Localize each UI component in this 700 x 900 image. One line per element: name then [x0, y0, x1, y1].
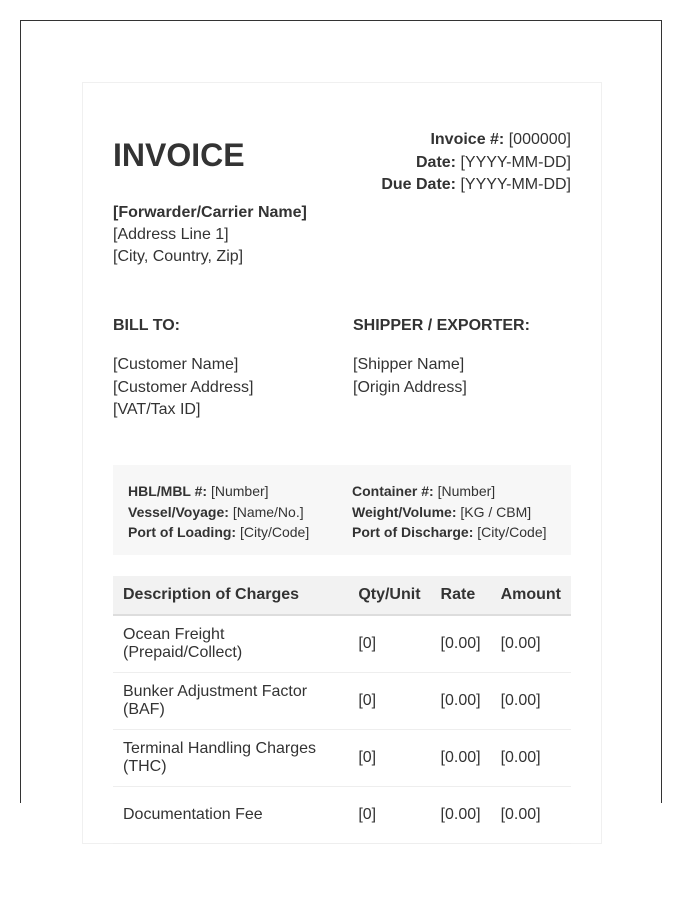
- shipper-address: [Origin Address]: [353, 378, 467, 396]
- port-of-discharge-label: Port of Discharge:: [352, 524, 474, 540]
- table-row: [113, 787, 571, 844]
- weight-line: [352, 502, 547, 523]
- charge-description: [113, 615, 344, 673]
- invoice-title: INVOICE: [113, 137, 245, 173]
- port-of-loading-line: [128, 522, 309, 543]
- charges-table: [113, 576, 571, 844]
- table-row: [113, 615, 571, 673]
- charge-description-line-1: Terminal Handling Charges: [123, 740, 316, 757]
- vessel-value: [Name/No.]: [232, 503, 304, 520]
- charge-qty: [0]: [344, 615, 430, 673]
- invoice-due-date-line: [381, 174, 571, 197]
- charge-description-line-2: (Prepaid/Collect): [123, 644, 243, 661]
- vessel-line: [128, 502, 309, 523]
- charge-description-line-1: Ocean Freight: [123, 626, 225, 643]
- bill-to-block: [113, 316, 333, 422]
- charge-qty: [0]: [344, 787, 430, 844]
- sender-address-line-2: [City, Country, Zip]: [113, 248, 244, 265]
- charge-rate: [0.00]: [431, 673, 491, 730]
- hbl-line: [128, 481, 309, 502]
- header-rate: Rate: [431, 576, 491, 615]
- invoice-number-label: Invoice #:: [430, 131, 505, 148]
- charge-rate: [0.00]: [431, 787, 491, 844]
- invoice-number-value: [000000]: [508, 131, 571, 148]
- charge-amount: [0.00]: [491, 615, 571, 673]
- sender-address-line-1: [Address Line 1]: [113, 226, 229, 243]
- charge-rate: [0.00]: [431, 730, 491, 787]
- bill-to-heading: BILL TO:: [113, 317, 180, 334]
- document-viewport: [20, 20, 662, 823]
- charge-description-line-2: (BAF): [123, 701, 165, 718]
- charge-description: [113, 730, 344, 787]
- sender-block: [113, 202, 307, 268]
- header-amount: Amount: [491, 576, 571, 615]
- hbl-value: [Number]: [210, 483, 269, 499]
- charge-rate: [0.00]: [431, 615, 491, 673]
- port-of-discharge-line: [352, 522, 547, 543]
- port-of-discharge-value: [City/Code]: [477, 524, 547, 540]
- charge-amount: [0.00]: [491, 730, 571, 787]
- invoice-meta: [381, 129, 571, 197]
- charge-description-line-1: Documentation Fee: [123, 806, 263, 823]
- shipper-name: [Shipper Name]: [353, 356, 465, 373]
- invoice-date-line: [381, 152, 571, 175]
- sender-name: [Forwarder/Carrier Name]: [113, 204, 307, 221]
- header-qty-unit: Qty/Unit: [344, 576, 430, 615]
- customer-tax-id: [VAT/Tax ID]: [113, 401, 201, 418]
- weight-value: [KG / CBM]: [460, 503, 532, 520]
- port-of-loading-value: [City/Code]: [239, 524, 310, 540]
- shipment-details-box: [113, 465, 571, 555]
- container-line: [352, 481, 547, 502]
- charge-qty: [0]: [344, 730, 430, 787]
- shipment-details-right: [352, 481, 547, 543]
- header-description: Description of Charges: [113, 576, 344, 615]
- charge-description-line-2: (THC): [123, 758, 167, 775]
- table-row: [113, 673, 571, 730]
- charge-amount: [0.00]: [491, 787, 571, 844]
- charge-qty: [0]: [344, 673, 430, 730]
- customer-address: [Customer Address]: [113, 378, 254, 396]
- charge-description: [113, 673, 344, 730]
- invoice-number-line: [381, 129, 571, 152]
- port-of-loading-label: Port of Loading:: [128, 524, 237, 540]
- charge-description: [113, 787, 344, 844]
- container-label: Container #:: [352, 483, 434, 499]
- charges-header-row: [113, 576, 571, 615]
- table-row: [113, 730, 571, 787]
- container-value: [Number]: [437, 483, 496, 499]
- invoice-page: [82, 82, 602, 844]
- invoice-date-value: [YYYY-MM-DD]: [460, 153, 571, 171]
- charge-amount: [0.00]: [491, 673, 571, 730]
- invoice-due-date-value: [YYYY-MM-DD]: [460, 176, 571, 193]
- vessel-label: Vessel/Voyage:: [128, 503, 229, 520]
- weight-label: Weight/Volume:: [352, 503, 457, 520]
- shipper-heading: SHIPPER / EXPORTER:: [353, 317, 530, 334]
- invoice-due-date-label: Due Date:: [381, 176, 457, 193]
- hbl-label: HBL/MBL #:: [128, 483, 208, 499]
- shipment-details-left: [128, 481, 309, 543]
- charge-description-line-1: Bunker Adjustment Factor: [123, 683, 308, 700]
- invoice-date-label: Date:: [416, 153, 457, 171]
- shipper-block: [353, 316, 573, 399]
- customer-name: [Customer Name]: [113, 356, 239, 373]
